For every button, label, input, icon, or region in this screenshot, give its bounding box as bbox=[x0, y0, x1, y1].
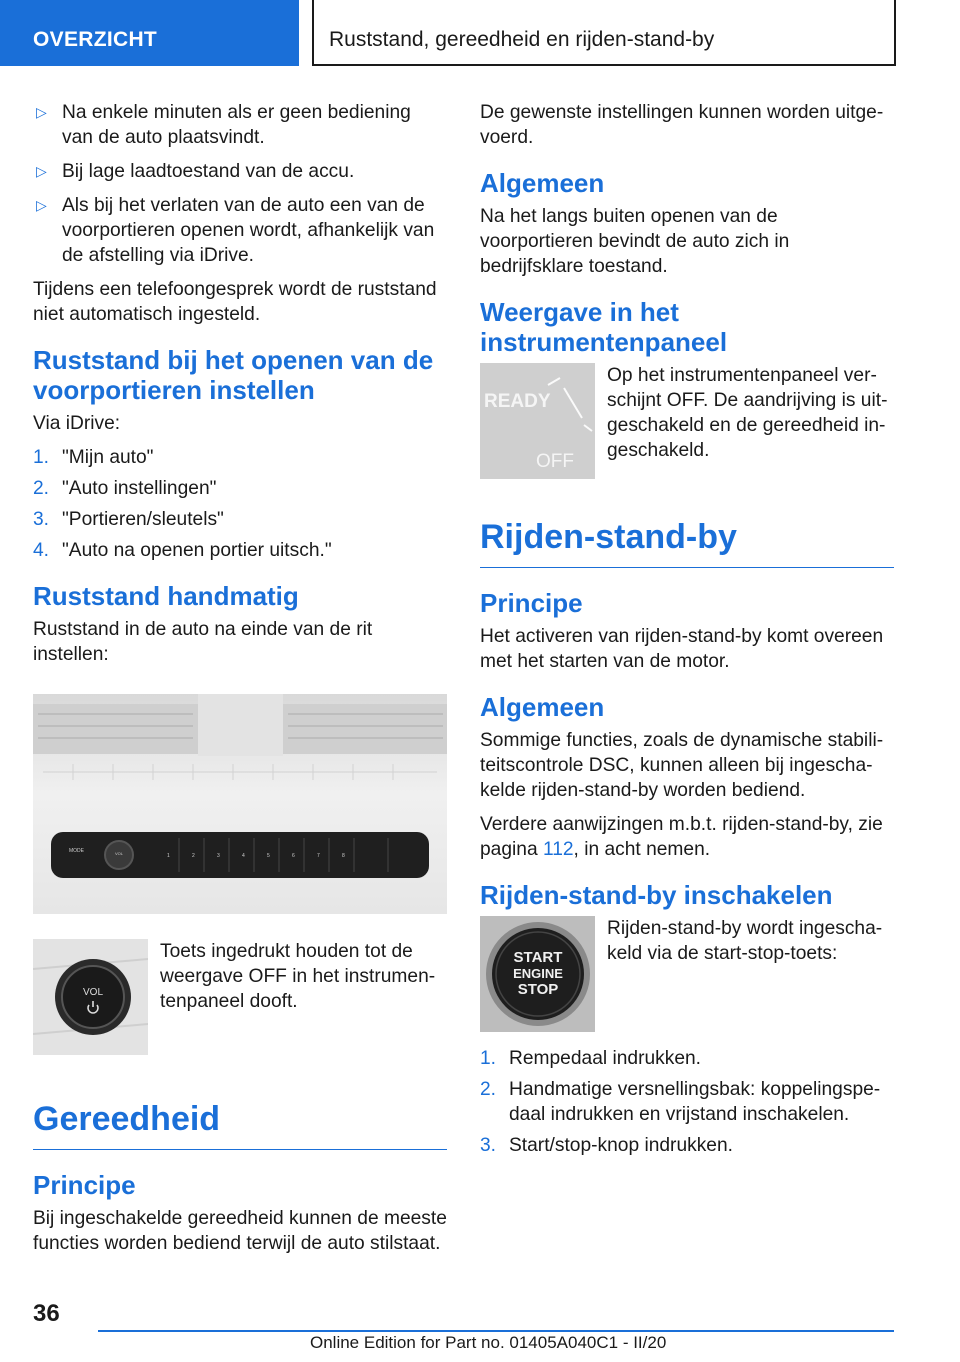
list-item: ▷ Na enkele minuten als er geen bediening van de auto plaatsvindt. bbox=[36, 102, 411, 148]
list-item: 4. "Auto na openen portier uitsch." bbox=[33, 540, 332, 561]
ready-label: READY bbox=[484, 391, 551, 412]
chapter-heading: Gereedheid bbox=[33, 1099, 447, 1150]
list-item: 2. "Auto instellingen" bbox=[33, 478, 217, 499]
engine-label: ENGINE bbox=[513, 966, 563, 981]
list-item: ▷ Bij lage laadtoestand van de accu. bbox=[36, 161, 355, 182]
chapter-heading: Rijden-stand-by bbox=[480, 517, 894, 568]
header-chapter-title: Ruststand, gereedheid en rijden-stand-by bbox=[312, 0, 896, 66]
section-heading: Algemeen bbox=[480, 692, 605, 722]
paragraph: Tijdens een telefoongesprek wordt de ruststand niet automatisch ingesteld. bbox=[33, 279, 437, 325]
paragraph: De gewenste instellingen kunnen worden uitgevoerd. bbox=[480, 102, 884, 148]
mode-label: MODE bbox=[69, 848, 84, 854]
stop-label: STOP bbox=[517, 981, 559, 998]
preset-key-2: 2 bbox=[192, 853, 195, 859]
vol-label: VOL bbox=[115, 851, 124, 856]
vol-button-image bbox=[33, 939, 148, 1055]
paragraph: Sommige functies, zoals de dynamische stabiliteitscontrole DSC, kunnen alleen bij ingeschakelde rijden-stand-by worden bediend. bbox=[480, 730, 884, 801]
gauge-block bbox=[480, 363, 894, 479]
list-item: 1. Rempedaal indrukken. bbox=[480, 1048, 701, 1069]
start-label: START bbox=[513, 949, 563, 966]
preset-key-7: 7 bbox=[317, 853, 320, 859]
header-section-tab: OVERZICHT bbox=[0, 0, 299, 66]
section-heading: Principe bbox=[480, 588, 583, 618]
edition-note: Online Edition for Part no. 01405A040C1 - II/20 bbox=[310, 1333, 667, 1352]
list-item: 1. "Mijn auto" bbox=[33, 447, 154, 468]
list-item: 3. Start/stop-knop indrukken. bbox=[480, 1135, 733, 1156]
center-console-image bbox=[33, 694, 447, 914]
start-stop-button-image bbox=[480, 916, 595, 1032]
section-heading: Rijden-stand-by inschakelen bbox=[480, 880, 833, 910]
ready-gauge-image bbox=[480, 363, 595, 479]
preset-key-4: 4 bbox=[242, 853, 245, 859]
off-label: OFF bbox=[536, 451, 574, 472]
paragraph: Het activeren van rijden-stand-by komt overeen met het starten van de motor. bbox=[480, 626, 884, 672]
preset-key-5: 5 bbox=[267, 853, 270, 859]
page-link[interactable]: 112 bbox=[542, 839, 574, 860]
footer-divider bbox=[98, 1330, 894, 1332]
vol-button-label: VOL bbox=[83, 987, 104, 998]
page-number: 36 bbox=[33, 1300, 60, 1327]
list-item: 3. "Portieren/sleutels" bbox=[33, 509, 224, 530]
preset-key-3: 3 bbox=[217, 853, 220, 859]
paragraph: Op het instrumentenpaneel verschijnt OFF. De aandrijving is uitgeschakeld en de gereedheid ingeschakeld. bbox=[607, 365, 888, 461]
paragraph: Via iDrive: bbox=[33, 413, 121, 434]
paragraph: Verdere aanwijzingen m.b.t. rijden-stand-by, zie pagina 112, in acht nemen. bbox=[480, 814, 883, 860]
start-button-block bbox=[480, 916, 894, 1032]
triangle-bullet-icon: ▷ bbox=[36, 197, 47, 213]
preset-key-6: 6 bbox=[292, 853, 295, 859]
section-heading: Algemeen bbox=[480, 168, 605, 198]
preset-key-1: 1 bbox=[167, 853, 170, 859]
triangle-bullet-icon: ▷ bbox=[36, 104, 47, 120]
section-heading: Ruststand bij het openen van de voorportieren instellen bbox=[33, 345, 434, 405]
vol-button-block bbox=[33, 939, 447, 1055]
paragraph: Toets ingedrukt houden tot de weergave OFF in het instrumentenpaneel dooft. bbox=[160, 941, 436, 1012]
section-heading: Principe bbox=[33, 1170, 136, 1200]
list-item: ▷ Als bij het verlaten van de auto een van de voorportieren openen wordt, afhankelijk van de afstelling via iDrive. bbox=[36, 195, 435, 266]
numbered-list bbox=[33, 445, 447, 563]
section-heading: Ruststand handmatig bbox=[33, 581, 299, 611]
paragraph: Bij ingeschakelde gereedheid kunnen de meeste functies worden bediend terwijl de auto stilstaat. bbox=[33, 1208, 447, 1254]
list-item: 2. Handmatige versnellingsbak: koppelingspedaal indrukken en vrijstand inschakelen. bbox=[480, 1079, 881, 1125]
left-column bbox=[33, 100, 447, 1265]
preset-key-8: 8 bbox=[342, 853, 345, 859]
paragraph: Ruststand in de auto na einde van de rit instellen: bbox=[33, 619, 373, 665]
paragraph: Rijden-stand-by wordt ingeschakeld via de start-stop-toets: bbox=[607, 918, 883, 964]
triangle-bullet-icon: ▷ bbox=[36, 163, 47, 179]
section-heading: Weergave in het instrumentenpaneel bbox=[480, 297, 728, 357]
paragraph: Na het langs buiten openen van de voorportieren bevindt de auto zich in bedrijfsklare toestand. bbox=[480, 206, 790, 277]
numbered-list bbox=[480, 1046, 894, 1158]
right-column bbox=[480, 100, 894, 1167]
bullet-list bbox=[33, 100, 447, 268]
